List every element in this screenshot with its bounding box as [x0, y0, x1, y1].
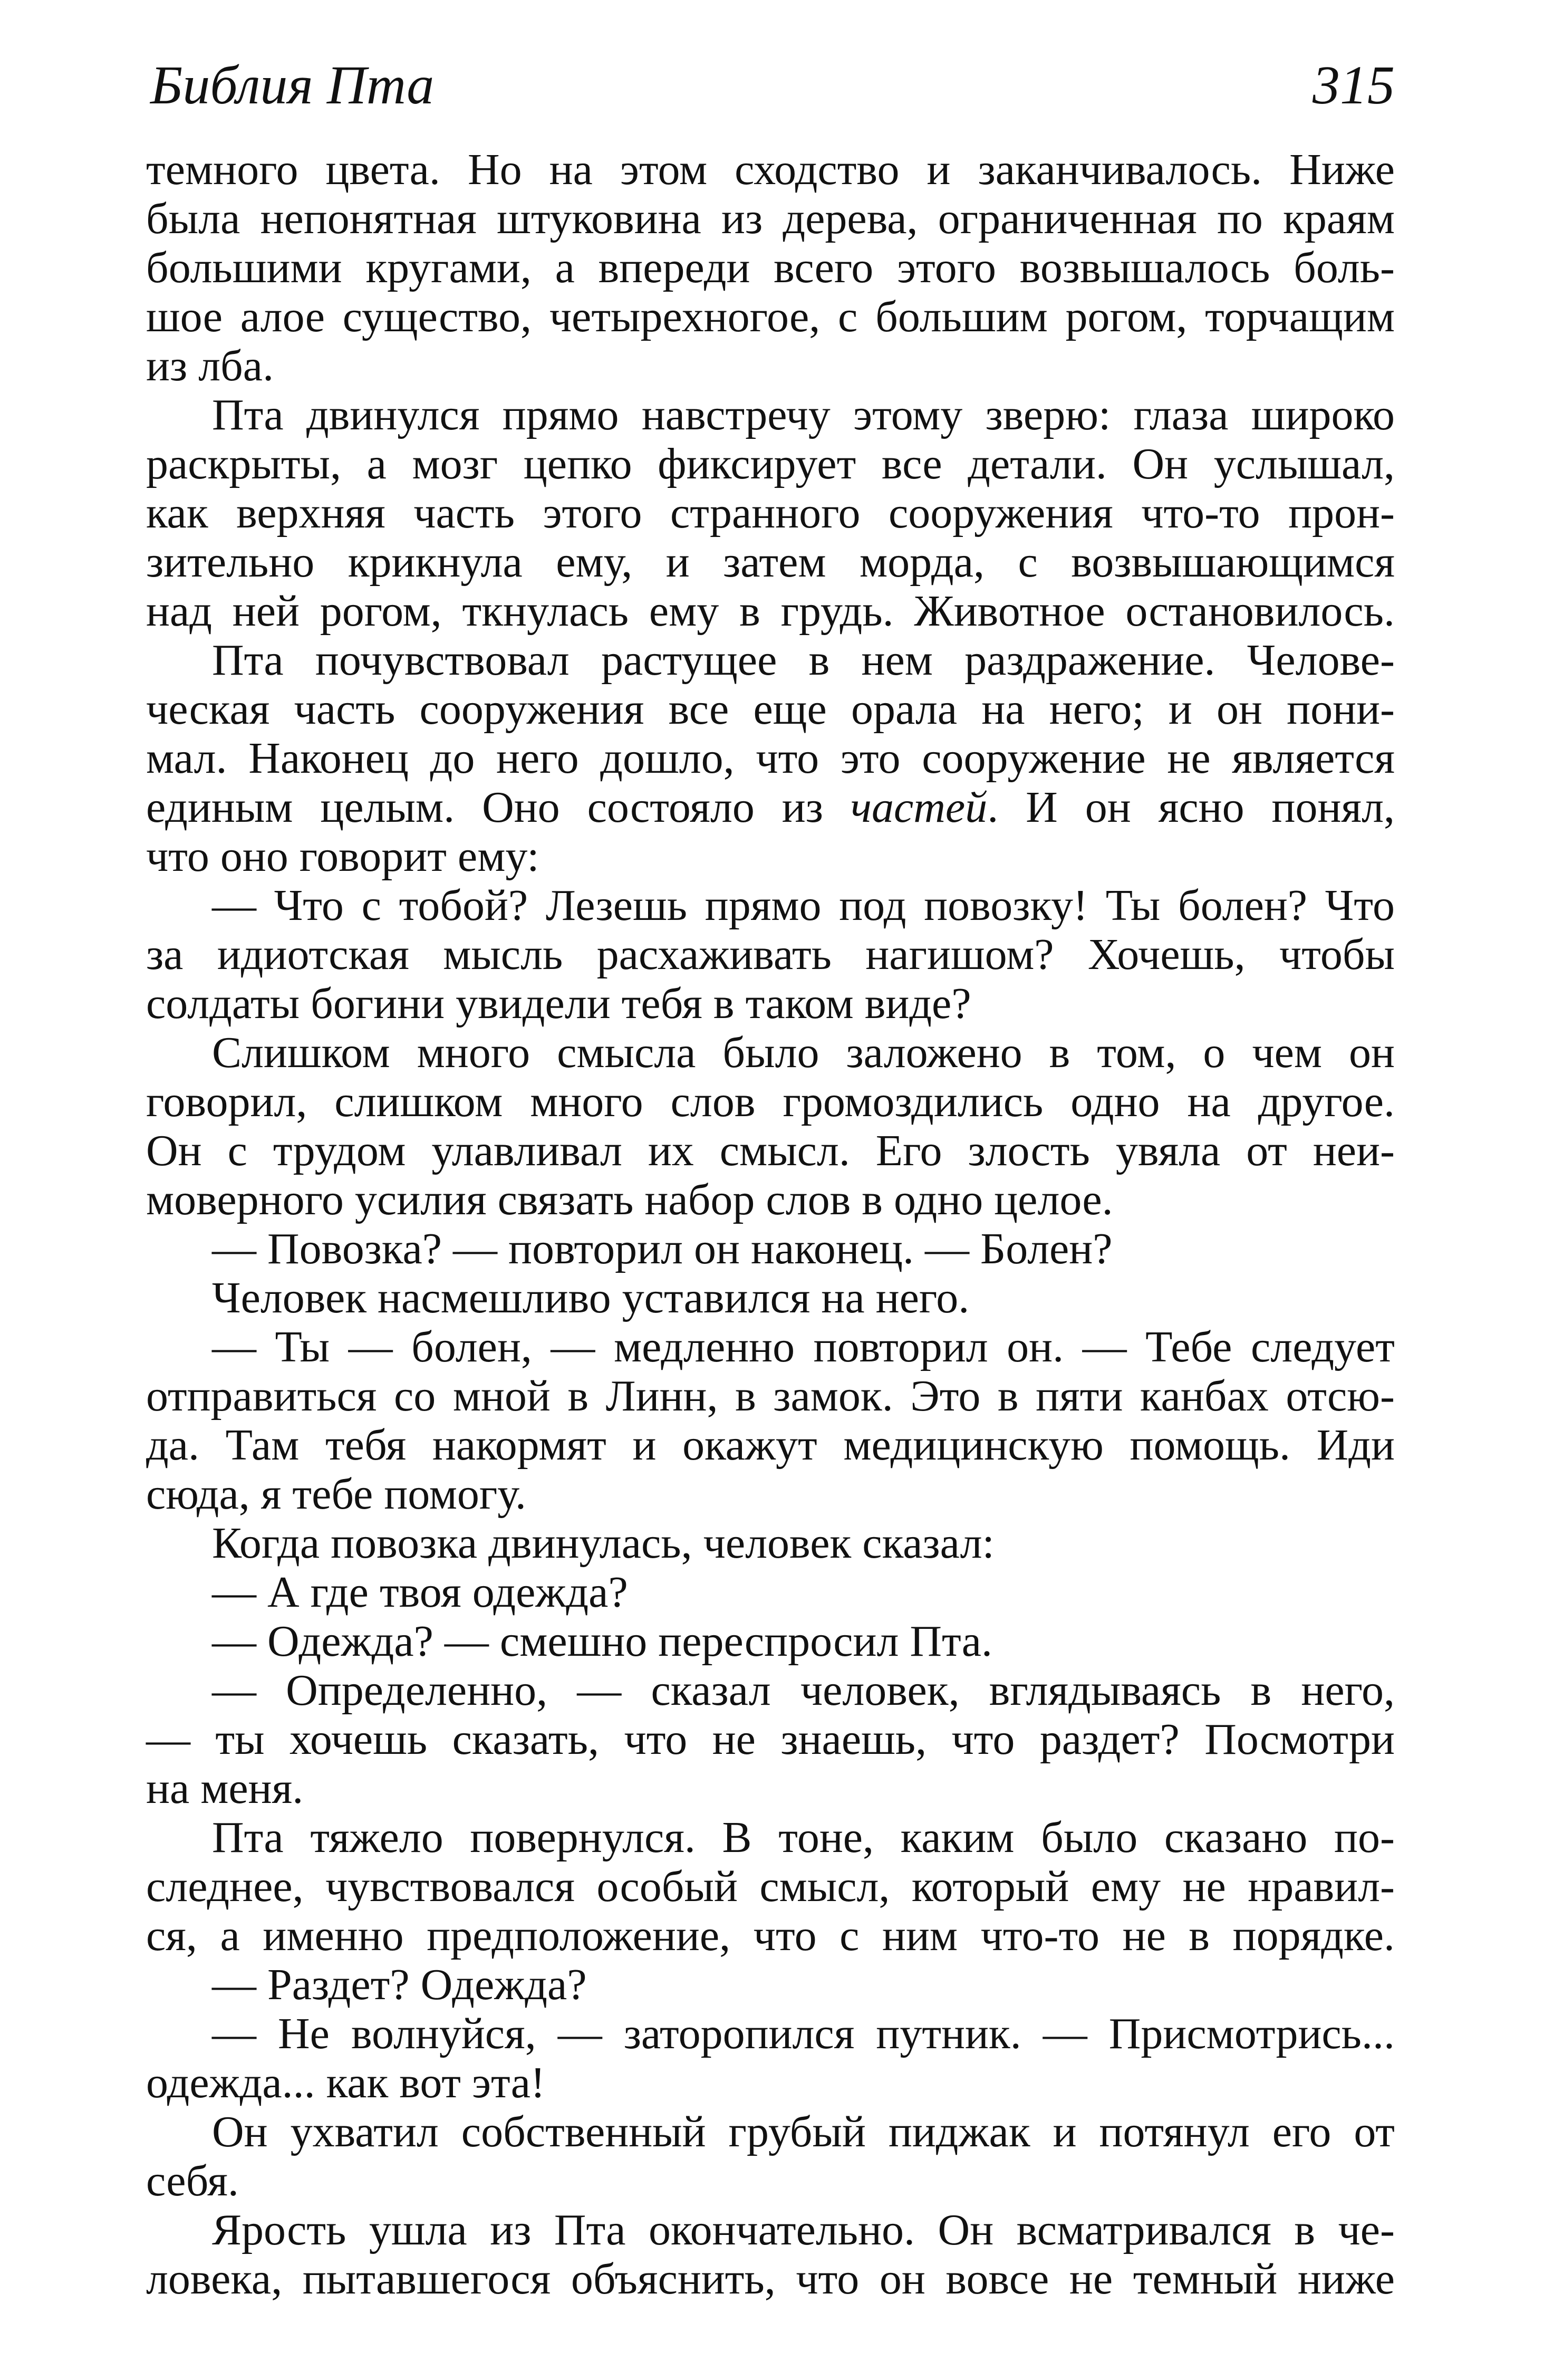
- text-line: — Не волнуйся, — заторопился путник. — Присмотрись...: [212, 2009, 1395, 2058]
- text-fragment: единым целым. Оно состояло из: [146, 783, 851, 832]
- text-line: говорил, слишком много слов громоздились одно на другое.: [146, 1077, 1395, 1126]
- text-line: Он ухватил собственный грубый пиджак и потянул его от: [212, 2107, 1395, 2156]
- text-line: Слишком много смысла было заложено в том, о чем он: [212, 1028, 1395, 1077]
- text-line: — ты хочешь сказать, что не знаешь, что раздет? Посмотри: [146, 1715, 1395, 1764]
- book-page: [146, 53, 1395, 2304]
- text-line: — Ты — болен, — медленно повторил он. — Тебе следует: [212, 1322, 1395, 1371]
- text-fragment: . И он ясно понял,: [987, 783, 1395, 832]
- text-line: за идиотская мысль расхаживать нагишом? Хочешь, чтобы: [146, 930, 1395, 979]
- text-line: Пта двинулся прямо навстречу этому зверю: глаза широко: [212, 390, 1395, 439]
- text-line: следнее, чувствовался особый смысл, который ему не нравил-: [146, 1862, 1395, 1911]
- text-line: одежда... как вот эта!: [146, 2058, 546, 2107]
- text-line: над ней рогом, ткнулась ему в грудь. Животное остановилось.: [146, 587, 1395, 636]
- text-line: Когда повозка двинулась, человек сказал:: [212, 1519, 995, 1568]
- text-line: Пта тяжело повернулся. В тоне, каким было сказано по-: [212, 1813, 1395, 1862]
- text-line: шое алое существо, четырехногое, с большим рогом, торчащим: [146, 292, 1395, 341]
- text-line: — Определенно, — сказал человек, вглядываясь в него,: [212, 1666, 1395, 1715]
- text-line: Человек насмешливо уставился на него.: [212, 1273, 970, 1322]
- text-line: моверного усилия связать набор слов в одно целое.: [146, 1175, 1113, 1224]
- text-line: солдаты богини увидели тебя в таком виде?: [146, 979, 971, 1028]
- page-header: [146, 53, 1395, 158]
- text-line: отправиться со мной в Линн, в замок. Это в пяти канбах отсю-: [146, 1371, 1395, 1421]
- text-line: ловека, пытавшегося объяснить, что он вовсе не темный ниже: [146, 2254, 1395, 2304]
- body-text: [146, 145, 1395, 2304]
- text-line: Ярость ушла из Пта окончательно. Он всматривался в че-: [212, 2205, 1395, 2254]
- text-line: большими кругами, а впереди всего этого возвышалось боль-: [146, 243, 1395, 292]
- text-line: на меня.: [146, 1764, 304, 1813]
- text-line: из лба.: [146, 341, 274, 390]
- text-line: [146, 783, 1395, 832]
- text-line: — Одежда? — смешно переспросил Пта.: [212, 1617, 993, 1666]
- text-line: темного цвета. Но на этом сходство и заканчивалось. Ниже: [146, 145, 1395, 194]
- text-line: Пта почувствовал растущее в нем раздражение. Челове-: [212, 636, 1395, 685]
- text-line: себя.: [146, 2156, 239, 2205]
- text-line: Он с трудом улавливал их смысл. Его злость увяла от неи-: [146, 1126, 1395, 1175]
- text-line: раскрыты, а мозг цепко фиксирует все детали. Он услышал,: [146, 439, 1395, 488]
- text-line: что оно говорит ему:: [146, 832, 539, 881]
- italic-word: частей: [850, 783, 988, 832]
- text-line: да. Там тебя накормят и окажут медицинскую помощь. Иди: [146, 1421, 1395, 1470]
- text-line: зительно крикнула ему, и затем морда, с возвышающимся: [146, 538, 1395, 587]
- running-title: Библия Пта: [150, 55, 435, 116]
- text-line: ческая часть сооружения все еще орала на него; и он пони-: [146, 685, 1395, 734]
- page-number: 315: [1313, 55, 1395, 116]
- text-line: — Раздет? Одежда?: [212, 1960, 587, 2009]
- text-line: как верхняя часть этого странного сооружения что-то прон-: [146, 488, 1395, 538]
- text-line: была непонятная штуковина из дерева, ограниченная по краям: [146, 194, 1395, 243]
- text-line: ся, а именно предположение, что с ним что-то не в порядке.: [146, 1911, 1395, 1960]
- text-line: сюда, я тебе помогу.: [146, 1470, 526, 1519]
- text-line: — А где твоя одежда?: [212, 1568, 628, 1617]
- text-line: мал. Наконец до него дошло, что это сооружение не является: [146, 734, 1395, 783]
- text-line: — Повозка? — повторил он наконец. — Болен?: [212, 1224, 1113, 1273]
- text-line: — Что с тобой? Лезешь прямо под повозку! Ты болен? Что: [212, 881, 1395, 930]
